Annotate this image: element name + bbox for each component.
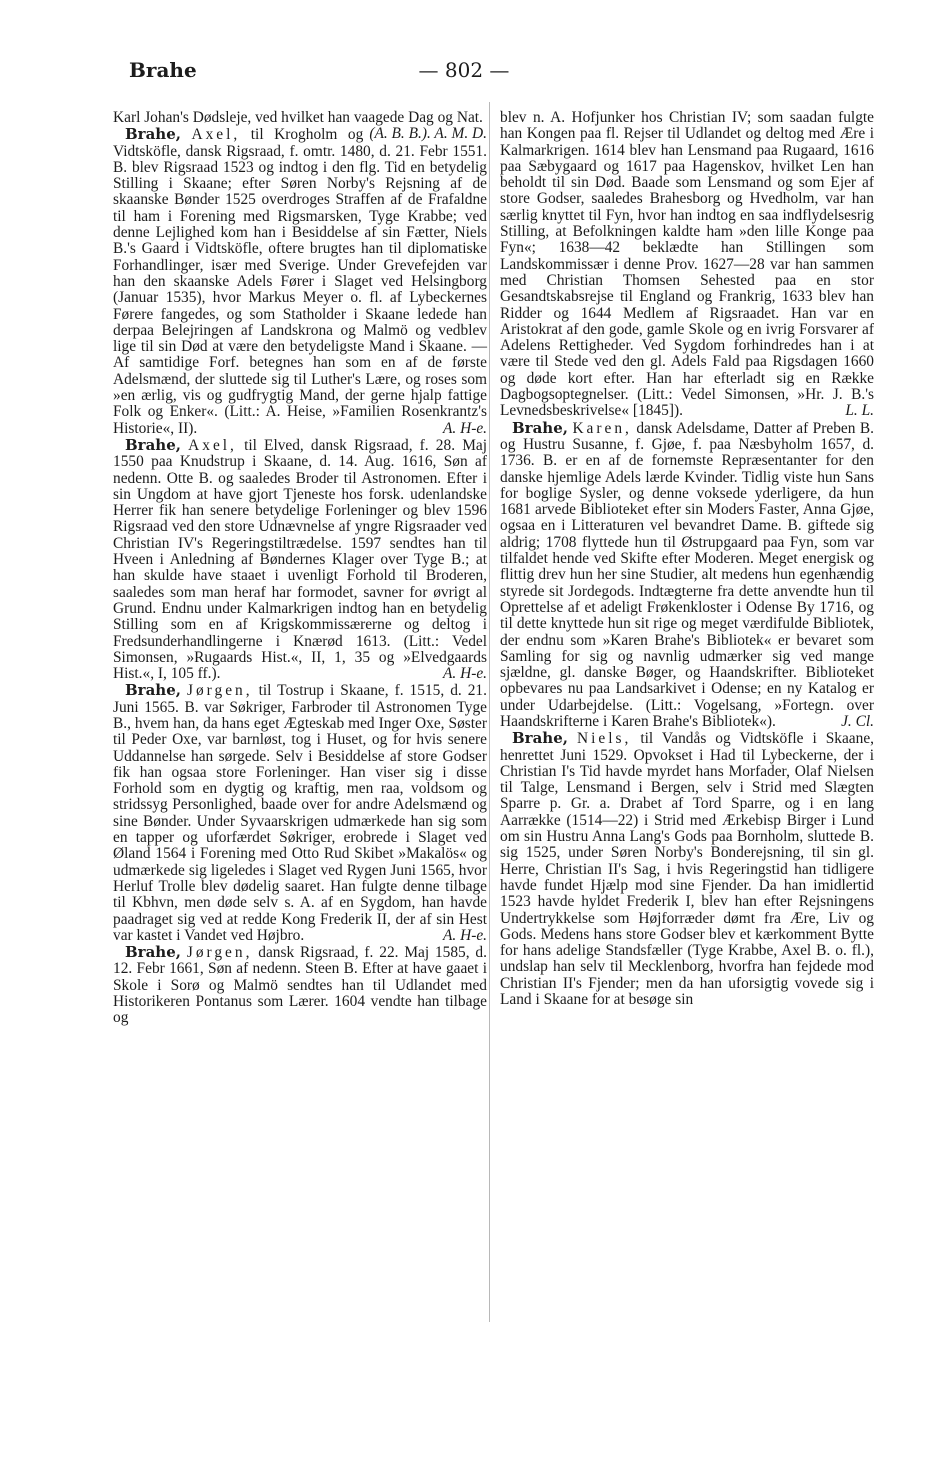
left-column <box>113 110 487 1027</box>
entry-text: til Vandås og Vidtsköfle i Skaane, henrettet Juni 1529. Opvokset i Had til Lybeckerne, der i Christian I's Tid havde myrdet hans Morfader, Olaf Nielsen til Talge, Lensmand i Bergen, selv i Strid med Slægten Sparre p. Gr. a. Drabet af Tord Sparre, og i en lang Aarrække (1514—22) i Strid med Ærkebisp Birger i Lund om sin Hustru Anna Lang's Gods paa Bornholm, sluttede B. sig 1525, under Søren Norby's Bonderejsning, til sin gl. Herre, Christian II's Sag, i hvis Regeringstid han tidligere havde fundet Hjælp mod sine Fjender. Da han imidlertid 1523 havde hyldet Frederik I, blev han efter Rejsningens Undertrykkelse som Højforræder dømt fra Ære, Liv og Gods. Medens hans store Godser blev et kærkomment Bytte for hans adelige Standsfæller (Tyge Krabbe, Axel B. o. fl.), undslap han selv til Mecklenborg, hvorfra han fejdede mod Christian II's Fjender; men da han uforsigtig vovede sig i Land i Skaane for at besøge sin <box>500 730 874 1009</box>
entry-headword: Brahe, <box>512 418 568 437</box>
entry-text: dansk Adelsdame, Datter af Preben B. og Hustru Susanne, f. Gjøe, f. paa Næsbyholm 1657, d. 1736. B. er en af de fornemste Repræsentanter for den danske hjemlige Adels lærde Kvinder. Tidlig viste hun Sans for boglige Sysler, og denne voksede yderligere, da hun 1681 arvede Biblioteket efter sin Moders Faster, Anna Gjøe, ogsaa en i Litteraturen vel bevandret Dame. B. giftede sig aldrig; 1708 flyttede hun til Østrupgaard paa Fyn, som var tilfaldet hende ved Skifte efter Moderen. Meget energisk og flittig drev hun her sine Studier, alt medens hun egenhændig styrede sit Jordegods. Indtægterne fra dette anvendte hun til Oprettelse af et adeligt Frøkenkloster i Odense By 1716, og til dette knyttede hun sit rige og meget værdifulde Bibliotek, der endnu som »Karen Brahe's Bibliotek« er bevaret som Samling for sig og navnlig udmærker sig ved mange sjældne, gl. danske Bøger, og Haandskrifter. Biblioteket opbevares nu paa Landsarkivet i Odense; en ny Katalog er under Udarbejdelse. (Litt.: Vogelsang, »Fortegn. over Haandskrifterne i Karen Brahe's Bibliotek«). <box>500 419 874 730</box>
entry-name: Niels, <box>576 730 632 748</box>
column-divider <box>489 102 490 1322</box>
entry-text: dansk Rigsraad, f. 22. Maj 1585, d. 12. Febr 1661, Søn af nedenn. Steen B. Efter at have gaaet i Skole i Sorø og Malmö sendtes han til Udlandet med Historikeren Pontanus som Lærer. 1604 vendte han tilbage og <box>113 944 487 1027</box>
entry-brahe-axel-elved <box>113 437 487 682</box>
entry-headword: Brahe, <box>512 729 568 748</box>
entry-text: blev n. A. Hofjunker hos Christian IV; som saadan fulgte han Kongen paa fl. Rejser til Udlandet og deltog med Ære i Kalmarkrigen. 1614 blev han Lensmand paa Rugaard, 1616 paa Sæbygaard og 1617 paa Hagenskov, hvilket Len han beholdt til sin Død. Baade som Lensmand og som Ejer af store Godser, saaledes Brahesborg og Hvedholm, var han særlig knyttet til Fyn, hvor han indtog en saa indflydelsesrig Stilling, at Befolkningen kaldte ham »den lille Konge paa Fyn«; 1638—42 beklædte han Stillingen som Landskommissær i denne Prov. 1627—28 var han sammen med Christian Thomsen Sehested paa en stor Gesandtskabsrejse til England og Frankrig, 1633 blev han Ridder og 1644 Medlem af Rigsraadet. Han var en Aristokrat af den gode, gamle Skole og en ivrig Forsvarer af Adelens Rettigheder. Ved Sygdom forhindredes han i at være til Stede ved den gl. Adels Fald paa Rigsdagen 1660 og døde kort efter. Han har efterladt sig en Række Dagbogsoptegnelser. (Litt.: Vedel Simonsen, »Hr. J. B.'s Levnedsbeskrivelse« [1845]). <box>500 109 874 420</box>
author-signature: L. L. <box>845 402 874 420</box>
entry-headword: Brahe, <box>125 681 181 700</box>
entry-headword: Brahe, <box>125 125 181 144</box>
entry-brahe-niels <box>500 730 874 1008</box>
entry-name: Jørgen, <box>186 944 253 962</box>
entry-brahe-jorgen-rigsraad <box>113 944 487 1026</box>
author-signature: A. H-e. <box>442 665 487 683</box>
author-signature: (A. B. B.). A. M. D. <box>369 125 487 143</box>
entry-name: Jørgen, <box>187 682 253 700</box>
running-head: Brahe <box>129 58 197 82</box>
entry-text: til Tostrup i Skaane, f. 1515, d. 21. Juni 1565. B. var Søkriger, Farbroder til Astronomen Tyge B., hvem han, da hans eget Ægteskab med Inger Oxe, Søster til Peder Oxe, var barnløst, tog i Huset, og for hvis senere Uddannelse han sørgede. Selv i Besiddelse af store Godser fik han ogsaa store Forleninger. Han viser sig i disse Forhold som en dygtig og kraftig, men raa, voldsom og stridssyg Personlighed, baade over for andre Adelsmænd og sine Bønder. Under Syvaarskrigen udmærkede han sig som en tapper og uforfærdet Søkriger, erobrede i Slaget ved Øland 1564 i Forening med Otto Rud Skibet »Makalös« og udmærkede sig ligeledes i Slaget ved Rygen Juni 1565, hvor Herluf Trolle blev dødelig saaret. Han fulgte denne tilbage til Kbhvn, men døde selv s. A. af en Sygdom, han havde paadraget sig ved at redde Kong Frederik II, der af sin Hest var kastet i Vandet ved Højbro. <box>113 682 487 944</box>
entry-headword: Brahe, <box>125 435 181 454</box>
author-signature: J. Cl. <box>841 712 874 730</box>
entry-text: til Elved, dansk Rigsraad, f. 28. Maj 1550 paa Knudstrup i Skaane, d. 14. Aug. 1616, Søn af nedenn. Otte B. og saaledes Broder til Astronomen. Efter i sin Ungdom at have gjort Tjeneste hos forsk. udenlandske Herrer fik han senere betydelige Forleninger og blev 1596 Rigsraad ved den store Udnævnelse af yngre Rigsraader ved Christian IV's Regeringstiltrædelse. 1597 sendtes han til Hveen i Anledning af Bøndernes Klager over Tyge B.; at han skulde have staaet i uvenligt Forhold til Broderen, saaledes som man heraf har formodet, savner for øvrigt al Grund. Endnu under Kalmarkrigen indtog han en betydelig Stilling som en af Krigskommissærerne og deltog i Fredsunderhandlingerne i Knærød 1613. (Litt.: Vedel Simonsen, »Rugaards Hist.«, II, 1, 35 og »Elvedgaards Hist.«, I, 105 ff.). <box>113 436 487 683</box>
entry-name: Karen, <box>572 419 632 437</box>
entry-continuation <box>500 110 874 420</box>
entry-name: Axel, <box>188 436 237 454</box>
entry-brahe-karen <box>500 420 874 731</box>
entry-headword: Brahe, <box>125 943 181 962</box>
page-header <box>0 56 928 86</box>
entry-name: Axel, <box>191 126 241 144</box>
right-column <box>500 110 874 1008</box>
entry-brahe-axel-krogholm <box>113 126 487 437</box>
author-signature: A. H-e. <box>442 926 487 944</box>
author-signature: A. H-e. <box>442 419 487 437</box>
entry-text: Karl Johan's Dødsleje, ved hvilket han vaagede Dag og Nat. <box>113 109 483 126</box>
page-number: — 802 — <box>418 58 510 82</box>
entry-brahe-jorgen-tostrup <box>113 682 487 944</box>
entry-text: til Krogholm og Vidtsköfle, dansk Rigsraad, f. omtr. 1480, d. 21. Febr 1551. B. blev Rigsraad 1523 og indtog i den flg. Tid en betydelig Stilling i Skaane; efter Søren Norby's Rejsning af de skaanske Bønder 1525 overdroges Straffen af de Frafaldne til ham i Forening med Rigsmarsken, Tyge Krabbe; ved denne Lejlighed kom han i Besiddelse af sin Fætter, Niels B.'s Gaard i Vidtsköfle, oftere brugtes han til diplomatiske Forhandlinger, især med Sverige. Under Grevefejden var han den skaanske Adels Fører i Slaget ved Helsingborg (Januar 1535), hvor Markus Meyer o. fl. af Lybeckernes Førere fangedes, og som Statholder i Skaane ledede han derpaa Belejringen af Landskrona og Malmö og vedblev lige til sin Død at være den betydeligste Mand i Skaane. — Af samtidige Forf. betegnes han som en af de første Adelsmænd, der sluttede sig til Luther's Lære, og roses som »en ærlig, vis og gudfrygtig Mand, der gerne hjalp fattige Folk og Enker«. (Litt.: A. Heise, »Familien Rosenkrantz's Historie«, II). <box>113 126 487 437</box>
